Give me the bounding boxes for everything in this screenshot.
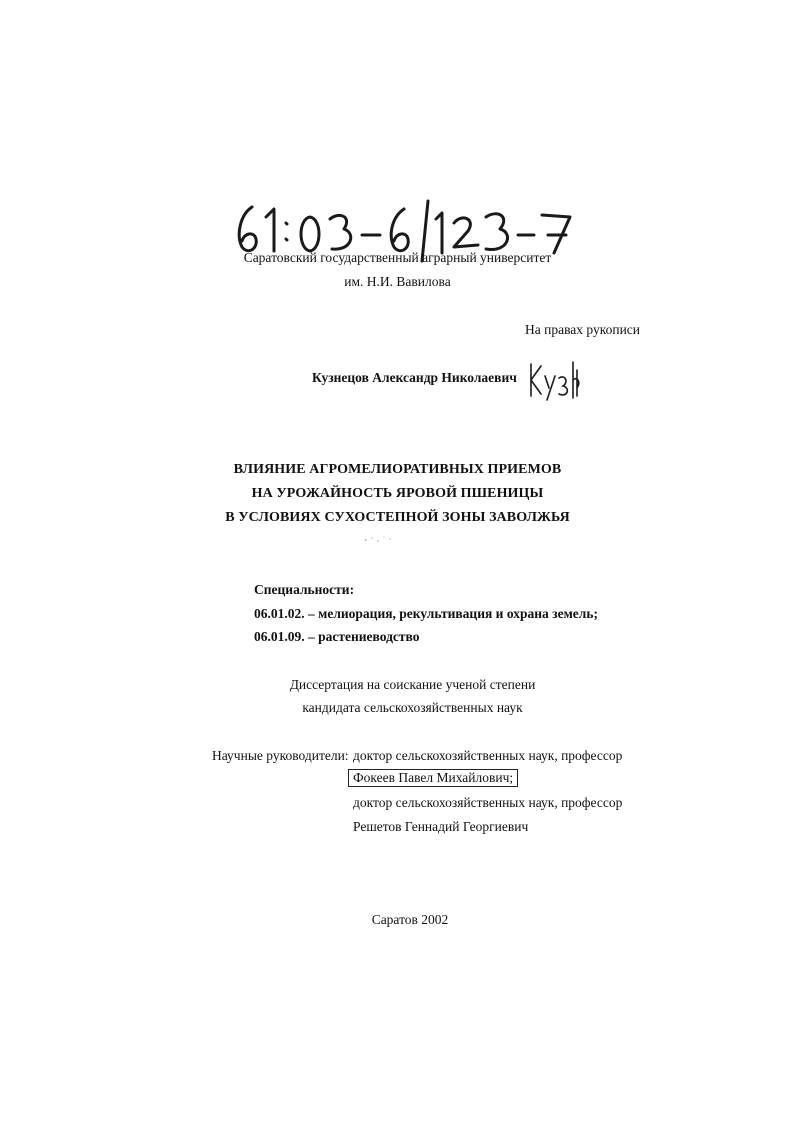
dissertation-title-line-1: ВЛИЯНИЕ АГРОМЕЛИОРАТИВНЫХ ПРИЕМОВ — [233, 462, 562, 477]
scan-speck-mark — [360, 530, 400, 550]
city-year: Саратов 2002 — [371, 912, 449, 927]
supervisor-2-name: Решетов Геннадий Георгиевич — [353, 819, 529, 834]
dissertation-title-line-3: В УСЛОВИЯХ СУХОСТЕПНОЙ ЗОНЫ ЗАВОЛЖЬЯ — [225, 510, 570, 525]
dissertation-degree-line-2: кандидата сельскохозяйственных наук — [302, 700, 523, 715]
author-name: Кузнецов Александр Николаевич — [312, 370, 517, 385]
rights-note: На правах рукописи — [525, 322, 641, 337]
supervisor-2-degree: доктор сельскохозяйственных наук, профессор — [353, 795, 623, 810]
specialties-heading: Специальности: — [254, 582, 355, 597]
specialty-item-2: 06.01.09. – растениеводство — [254, 629, 420, 644]
supervisors-label: Научные руководители: — [212, 748, 349, 763]
dissertation-degree-line-1: Диссертация на соискание ученой степени — [289, 677, 536, 692]
author-signature — [525, 358, 585, 403]
supervisor-1-name: Фокеев Павел Михайлович; — [348, 769, 518, 787]
supervisor-1-degree: доктор сельскохозяйственных наук, профессор — [353, 748, 623, 763]
university-name: Саратовский государственный аграрный университет — [243, 250, 552, 265]
dissertation-title-line-2: НА УРОЖАЙНОСТЬ ЯРОВОЙ ПШЕНИЦЫ — [251, 486, 544, 501]
specialty-item-1: 06.01.02. – мелиорация, рекультивация и охрана земель; — [254, 606, 598, 621]
university-named-after: им. Н.И. Вавилова — [344, 274, 451, 289]
